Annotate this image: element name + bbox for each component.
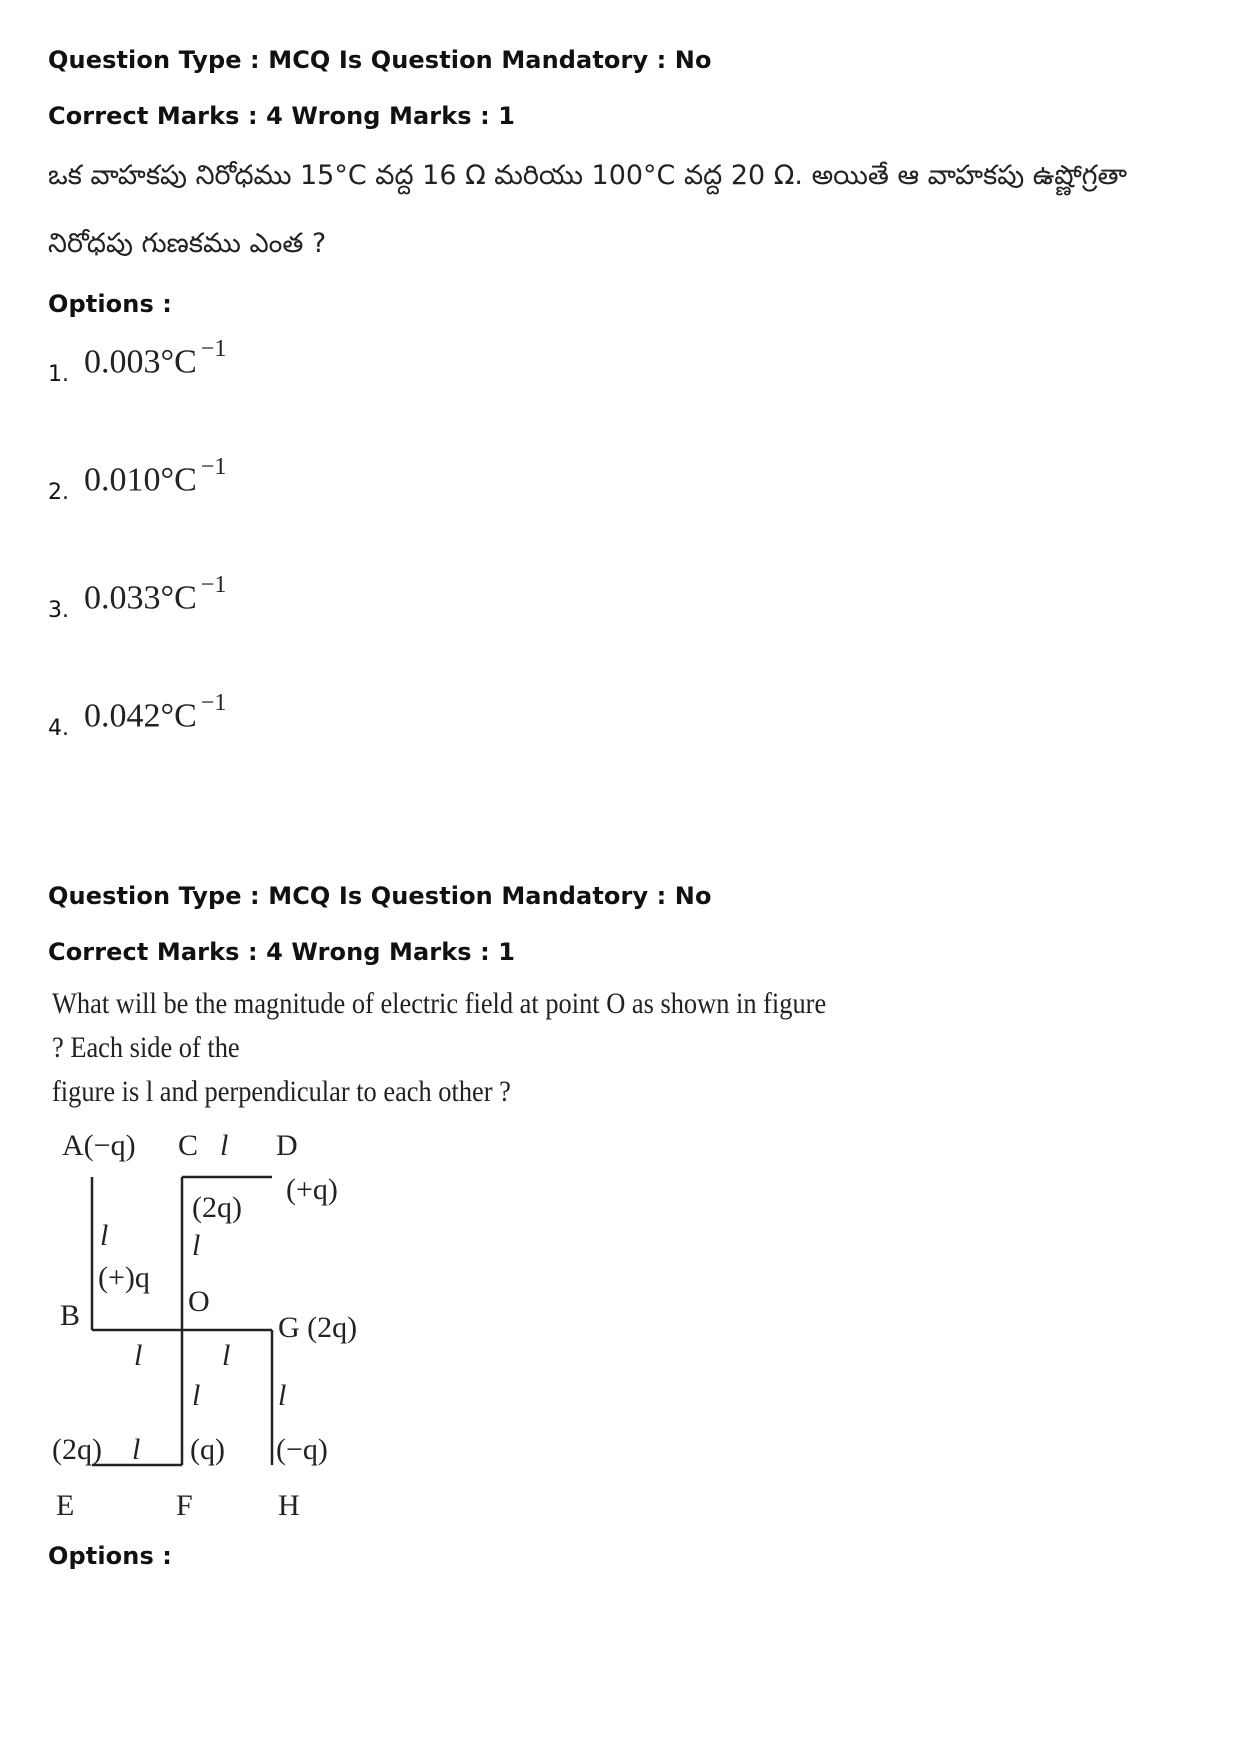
label-a: A(−q): [62, 1129, 136, 1162]
label-side-gh: l: [278, 1379, 287, 1412]
option-value: 0.010°C $^{-1}$: [84, 454, 227, 499]
label-side-bo: l: [134, 1339, 143, 1372]
label-d: D: [276, 1129, 298, 1162]
q2-question-text: [52, 982, 844, 1114]
label-b: B: [60, 1299, 81, 1332]
option-number: 3.: [48, 598, 69, 623]
option-exponent: −1: [200, 690, 227, 716]
label-side-co: l: [192, 1229, 201, 1262]
label-f: F: [176, 1489, 193, 1522]
label-f-charge: (q): [190, 1433, 225, 1466]
q1-marks-line: Correct Marks : 4 Wrong Marks : 1: [48, 102, 516, 130]
q1-options-label: Options :: [48, 290, 172, 318]
q2-question-text-line2: figure is l and perpendicular to each other ?: [52, 1075, 511, 1108]
option-exponent: −1: [200, 572, 227, 598]
option-number: 1.: [48, 362, 69, 387]
label-side-of: l: [192, 1379, 201, 1412]
option-number: 4.: [48, 716, 69, 741]
q2-options-label: Options :: [48, 1542, 172, 1570]
charge-configuration-figure: [50, 1115, 370, 1535]
label-side-ab: l: [100, 1219, 109, 1252]
label-b-charge: (+)q: [98, 1261, 150, 1294]
label-h-charge: (−q): [276, 1433, 328, 1466]
label-d-charge: (+q): [286, 1173, 338, 1206]
option-value: 0.042°C $^{-1}$: [84, 690, 227, 735]
q1-question-text-line2: నిరోధపు గుణకము ఎంత ?: [48, 228, 327, 259]
label-c-charge: (2q): [192, 1191, 242, 1224]
label-h: H: [278, 1489, 300, 1522]
label-c: C: [178, 1129, 199, 1162]
label-g: G (2q): [278, 1311, 358, 1344]
option-exponent: −1: [200, 454, 227, 480]
label-o: O: [188, 1285, 210, 1318]
option-number: 2.: [48, 480, 69, 505]
option-exponent: −1: [200, 336, 227, 362]
q2-type-line: Question Type : MCQ Is Question Mandatory : No: [48, 882, 712, 910]
label-side-og: l: [222, 1339, 231, 1372]
label-e-charge: (2q): [52, 1433, 102, 1466]
q1-type-line: Question Type : MCQ Is Question Mandatory : No: [48, 46, 712, 74]
label-side-ef: l: [132, 1433, 141, 1466]
label-side-cd: l: [220, 1129, 229, 1162]
option-value: 0.003°C $^{-1}$: [84, 336, 227, 381]
q2-question-text-line1: What will be the magnitude of electric field at point O as shown in figure ? Each side of the: [52, 987, 827, 1064]
q2-marks-line: Correct Marks : 4 Wrong Marks : 1: [48, 938, 516, 966]
option-value: 0.033°C $^{-1}$: [84, 572, 227, 617]
label-e: E: [56, 1489, 75, 1522]
q1-question-text-line1: ఒక వాహకపు నిరోధము 15°C వద్ద 16 Ω మరియు 100°C వద్ద 20 Ω. అయితే ఆ వాహకపు ఉష్ణోగ్రతా: [48, 160, 1128, 191]
figure-lines: [92, 1177, 272, 1465]
